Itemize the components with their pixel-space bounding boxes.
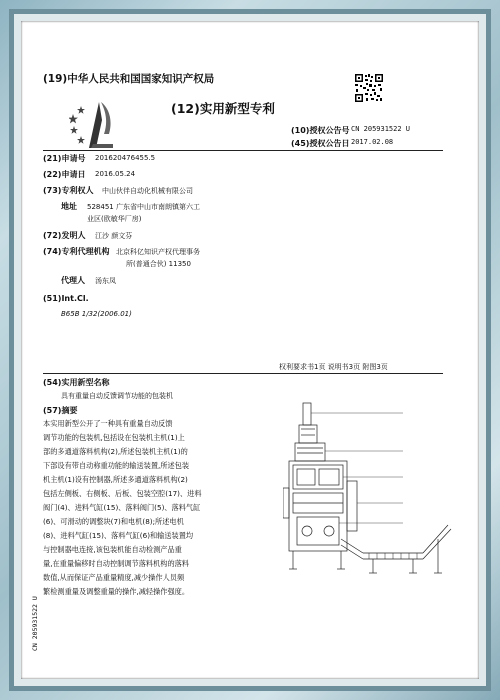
publication-date-label: (45)授权公告日 (291, 139, 350, 148)
abstract-label: (57)摘要 (43, 406, 78, 415)
abstract-line: 阀门(4)、进料气缸(15)、落料阀门(5)、落料气缸 (43, 503, 201, 512)
qr-code-icon (354, 73, 384, 103)
side-publication-number: CN 205931522 U (31, 596, 39, 651)
abstract-body (43, 417, 288, 599)
publication-number: CN 205931522 U (351, 125, 411, 133)
title-label: (54)实用新型名称 (43, 378, 110, 387)
abstract-line: 繁检测重量及调整重量的操作,减轻操作强度。 (43, 587, 190, 596)
abstract-line: 与控制器电连接,该包装机能自动检测产品重 (43, 545, 182, 554)
abstract-line: 量,在重量偏移时自动控制调节落料机构的落料 (43, 559, 190, 568)
header-divider (43, 150, 443, 151)
address-label: 地址 (61, 202, 77, 211)
counts-divider (43, 373, 443, 374)
intcl-value: B65B 1/32(2006.01) (61, 310, 132, 318)
agent: 汤东凤 (95, 277, 116, 285)
abstract-line: (6)、可滑动的调整块(7)和电机(8);所述电机 (43, 517, 184, 526)
patent-page (21, 21, 479, 679)
abstract-line: 部的多通道落料机构(2),所述包装机主机(1)的 (43, 447, 188, 456)
abstract-line: 机主机(1)设有控制器,所述多通道落料机构(2) (43, 475, 188, 484)
address-line-2: 业区(欧敏华厂房) (87, 215, 142, 223)
abstract-line: (8)、进料气缸(15)、落料气缸(6)和输送装置均 (43, 531, 194, 540)
abstract-line: 包括左侧板、右侧板、后板、包装空腔(17)、进料 (43, 489, 202, 498)
patentee: 中山伙伴自动化机械有限公司 (102, 187, 193, 195)
abstract-line: 调节功能的包装机,包括设在包装机主机(1)上 (43, 433, 185, 442)
agency-line-1: 北京科亿知识产权代理事务 (116, 248, 200, 256)
inventors: 江沙 颜文芬 (95, 232, 133, 240)
abstract-line: 数值,从而保证产品重量精度,减少操作人员频 (43, 573, 185, 582)
agency-line-2: 所(普通合伙) 11350 (126, 260, 191, 268)
address-line-1: 528451 广东省中山市南朗镇第六工 (87, 203, 200, 211)
abstract-line: 本实用新型公开了一种具有重量自动反馈 (43, 419, 173, 428)
document-type: (12)实用新型专利 (171, 101, 275, 116)
packaging-machine-drawing (283, 393, 461, 593)
page-counts: 权利要求书1页 说明书3页 附图3页 (279, 363, 388, 371)
application-date: 2016.05.24 (95, 170, 136, 178)
agency-label: (74)专利代理机构 (43, 247, 110, 256)
office-name: (19)中华人民共和国国家知识产权局 (43, 73, 215, 85)
intcl-label: (51)Int.Cl. (43, 294, 89, 303)
application-number: 201620476455.5 (95, 154, 156, 162)
utility-model-title: 具有重量自动反馈调节功能的包装机 (61, 392, 173, 400)
application-number-label: (21)申请号 (43, 154, 86, 163)
patentee-label: (73)专利权人 (43, 186, 94, 195)
application-date-label: (22)申请日 (43, 170, 86, 179)
publication-date: 2017.02.08 (351, 138, 394, 146)
sipo-logo-icon (69, 98, 115, 152)
agent-label: 代理人 (61, 276, 85, 285)
abstract-line: 下部设有带自动称重功能的输送装置,所述包装 (43, 461, 190, 470)
inventor-label: (72)发明人 (43, 231, 86, 240)
publication-number-label: (10)授权公告号 (291, 126, 350, 135)
